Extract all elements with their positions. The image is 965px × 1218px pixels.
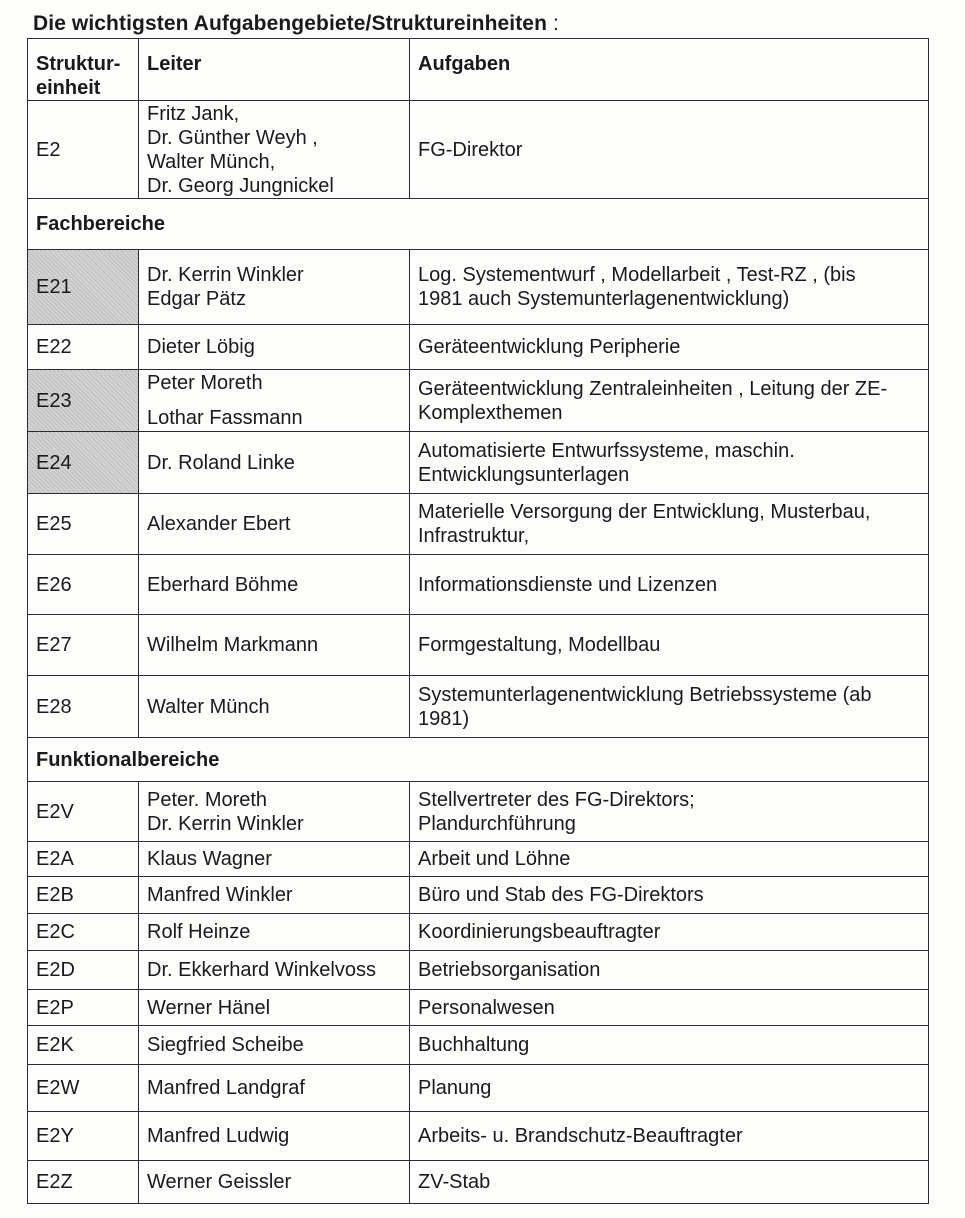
table-row (28, 432, 929, 494)
leader-line: Manfred Winkler (147, 884, 293, 906)
heading-title: Die wichtigsten Aufgabengebiete/Struktureinheiten (33, 12, 548, 35)
unit-cell: E2 (28, 101, 139, 199)
leader-cell (139, 494, 410, 555)
leader-cell (139, 990, 410, 1026)
unit-cell: E2V (28, 782, 139, 842)
tasks-cell (410, 1112, 929, 1161)
leader-cell (139, 782, 410, 842)
unit-cell: E2W (28, 1065, 139, 1112)
leader-line: Manfred Landgraf (147, 1077, 305, 1099)
unit-cell: E2K (28, 1026, 139, 1065)
header-unit (28, 39, 139, 101)
leader-line: Dr. Roland Linke (147, 451, 295, 474)
header-unit-line: Struktur- (36, 53, 121, 75)
task-line: Entwicklungsunterlagen (418, 463, 630, 486)
unit-cell: E2D (28, 951, 139, 990)
table-row (28, 250, 929, 325)
table-row (28, 877, 929, 914)
task-line: Planung (418, 1077, 492, 1099)
leader-line: Dr. Georg Jungnickel (147, 174, 334, 197)
tasks-cell (410, 325, 929, 370)
table-row (28, 325, 929, 370)
task-line: Formgestaltung, Modellbau (418, 634, 661, 656)
table-row (28, 370, 929, 432)
task-line: FG-Direktor (418, 138, 523, 161)
leader-line: Werner Geissler (147, 1171, 292, 1193)
tasks-cell (410, 1161, 929, 1204)
leader-line: Eberhard Böhme (147, 573, 299, 596)
section-row (28, 738, 929, 782)
table-row (28, 914, 929, 951)
leader-line: Wilhelm Markmann (147, 634, 319, 656)
leader-cell (139, 1112, 410, 1161)
section-title: Funktionalbereiche (28, 738, 929, 782)
leader-cell (139, 877, 410, 914)
table-row (28, 842, 929, 877)
leader-cell (139, 1065, 410, 1112)
task-line: Log. Systementwurf , Modellarbeit , Test-RZ , (bis (418, 264, 856, 286)
unit-cell: E2B (28, 877, 139, 914)
table-row (28, 555, 929, 615)
leader-cell (139, 914, 410, 951)
task-line: Arbeit und Löhne (418, 848, 571, 870)
table-row (28, 676, 929, 738)
tasks-cell (410, 914, 929, 951)
funk-rows (28, 782, 929, 1204)
leader-cell (139, 615, 410, 676)
leader-line: Dr. Günther Weyh , (147, 126, 318, 149)
tasks-cell (410, 676, 929, 738)
unit-cell: E22 (28, 325, 139, 370)
leader-line: Lothar Fassmann (147, 407, 303, 429)
leader-line: Fritz Jank, (147, 102, 240, 125)
task-line: Personalwesen (418, 996, 555, 1019)
header-leader: Leiter (139, 39, 410, 101)
task-line: Buchhaltung (418, 1034, 530, 1056)
task-line: Infrastruktur, (418, 525, 530, 547)
table-row (28, 1026, 929, 1065)
leader-line: Edgar Pätz (147, 288, 246, 310)
unit-cell: E2A (28, 842, 139, 877)
leader-line: Walter Münch, (147, 150, 276, 173)
tasks-cell (410, 494, 929, 555)
tasks-cell (410, 782, 929, 842)
leader-line: Siegfried Scheibe (147, 1034, 304, 1056)
task-line: Geräteentwicklung Zentraleinheiten , Leitung der ZE- (418, 377, 888, 400)
page-heading (33, 12, 559, 36)
section-row (28, 199, 929, 250)
unit-cell: E21 (28, 250, 139, 325)
unit-cell: E23 (28, 370, 139, 432)
task-line: Informationsdienste und Lizenzen (418, 573, 718, 596)
task-line: Stellvertreter des FG-Direktors; (418, 788, 695, 811)
task-line: Betriebsorganisation (418, 959, 601, 981)
unit-cell: E25 (28, 494, 139, 555)
tasks-cell (410, 877, 929, 914)
task-line: Automatisierte Entwurfssysteme, maschin. (418, 439, 795, 462)
leader-line: Klaus Wagner (147, 848, 272, 870)
unit-cell: E27 (28, 615, 139, 676)
leader-line: Alexander Ebert (147, 513, 291, 535)
unit-cell: E26 (28, 555, 139, 615)
task-line: Arbeits- u. Brandschutz-Beauftragter (418, 1125, 743, 1147)
table-row (28, 951, 929, 990)
task-line: Systemunterlagenentwicklung Betriebssysteme (ab (418, 683, 872, 706)
leader-line: Peter Moreth (147, 372, 263, 394)
leader-line: Dr. Ekkerhard Winkelvoss (147, 959, 376, 981)
leader-line: Dr. Kerrin Winkler (147, 812, 304, 835)
leader-line: Rolf Heinze (147, 921, 251, 943)
task-line: Plandurchführung (418, 812, 576, 835)
leader-cell (139, 951, 410, 990)
table-row (28, 1112, 929, 1161)
leader-cell (139, 370, 410, 432)
leader-cell (139, 676, 410, 738)
task-line: ZV-Stab (418, 1171, 491, 1193)
task-line: Büro und Stab des FG-Direktors (418, 884, 704, 906)
tasks-cell (410, 1065, 929, 1112)
leader-line: Werner Hänel (147, 996, 271, 1019)
leader-cell (139, 250, 410, 325)
tasks-cell (410, 842, 929, 877)
leader-line: Dieter Löbig (147, 336, 255, 358)
unit-cell: E2Y (28, 1112, 139, 1161)
leader-line: Walter Münch (147, 695, 270, 718)
task-line: 1981) (418, 707, 470, 730)
table-row (28, 494, 929, 555)
leader-cell (139, 1026, 410, 1065)
task-line: Koordinierungsbeauftragter (418, 921, 661, 943)
unit-cell: E2Z (28, 1161, 139, 1204)
tasks-cell (410, 101, 929, 199)
leader-cell (139, 325, 410, 370)
tasks-cell (410, 432, 929, 494)
unit-cell: E24 (28, 432, 139, 494)
tasks-cell (410, 990, 929, 1026)
task-line: 1981 auch Systemunterlagenentwicklung) (418, 288, 790, 310)
leader-cell (139, 432, 410, 494)
leader-cell (139, 842, 410, 877)
leader-line: Manfred Ludwig (147, 1125, 290, 1147)
task-line: Materielle Versorgung der Entwicklung, Musterbau, (418, 501, 871, 523)
header-tasks: Aufgaben (410, 39, 929, 101)
fach-rows (28, 250, 929, 738)
leader-line: Peter. Moreth (147, 788, 268, 811)
task-line: Geräteentwicklung Peripherie (418, 336, 681, 358)
tasks-cell (410, 555, 929, 615)
leader-line: Dr. Kerrin Winkler (147, 264, 304, 286)
tasks-cell (410, 1026, 929, 1065)
heading-suffix: : (547, 12, 559, 35)
structure-table (27, 38, 929, 1204)
task-line: Komplexthemen (418, 401, 563, 424)
unit-cell: E28 (28, 676, 139, 738)
unit-cell: E2P (28, 990, 139, 1026)
table-row (28, 1065, 929, 1112)
leader-cell (139, 101, 410, 199)
table-row (28, 782, 929, 842)
leader-cell (139, 1161, 410, 1204)
tasks-cell (410, 250, 929, 325)
tasks-cell (410, 615, 929, 676)
table-row (28, 101, 929, 199)
header-unit-line: einheit (36, 77, 101, 99)
unit-cell: E2C (28, 914, 139, 951)
tasks-cell (410, 951, 929, 990)
section-title: Fachbereiche (28, 199, 929, 250)
table-row (28, 990, 929, 1026)
tasks-cell (410, 370, 929, 432)
header-row (28, 39, 929, 101)
table-row (28, 615, 929, 676)
table-row (28, 1161, 929, 1204)
leader-cell (139, 555, 410, 615)
